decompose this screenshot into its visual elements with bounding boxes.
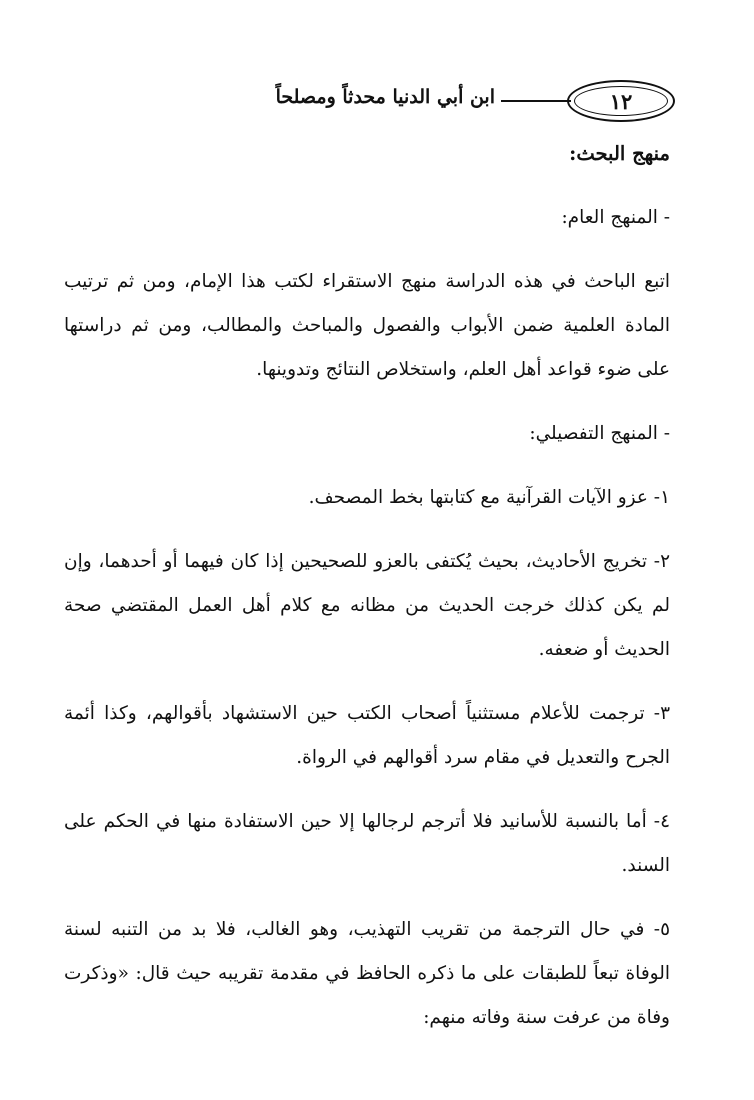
header-rule: [501, 100, 571, 102]
section-heading: منهج البحث:: [569, 142, 670, 165]
page-body: [64, 132, 670, 1060]
general-method-label: - المنهج العام:: [561, 207, 670, 228]
page-number: ١٢: [609, 88, 633, 114]
method-item-3: ٣- ترجمت للأعلام مستثنياً أصحاب الكتب حين الاستشهاد بأقوالهم، وكذا أئمة الجرح والتعديل في مقام سرد أقوالهم في الرواة.: [64, 703, 670, 768]
general-method-paragraph: اتبع الباحث في هذه الدراسة منهج الاستقراء لكتب هذا الإمام، ومن ثم ترتيب المادة العلمية ضمن الأبواب والفصول والمباحث والمطالب، ومن ثم دراستها على ضوء قواعد أهل العلم، واستخلاص النتائج وتدوينها.: [64, 271, 670, 380]
detailed-method-label: - المنهج التفصيلي:: [529, 423, 670, 444]
method-item-5: ٥- في حال الترجمة من تقريب التهذيب، وهو الغالب، فلا بد من التنبه لسنة الوفاة تبعاً للطبقات على ما ذكره الحافظ في مقدمة تقريبه حيث قال: «وذكرت وفاة من عرفت سنة وفاته منهم:: [64, 919, 670, 1028]
method-item-1: ١- عزو الآيات القرآنية مع كتابتها بخط المصحف.: [308, 487, 670, 508]
method-item-4: ٤- أما بالنسبة للأسانيد فلا أترجم لرجالها إلا حين الاستفادة منها في الحكم على السند.: [64, 811, 670, 876]
method-item-2: ٢- تخريج الأحاديث، بحيث يُكتفى بالعزو للصحيحين إذا كان فيهما أو أحدهما، وإن لم يكن كذلك خرجت الحديث من مظانه مع كلام أهل العمل المقتضي صحة الحديث أو ضعفه.: [64, 551, 670, 660]
running-title: ابن أبي الدنيا محدثاً ومصلحاً: [275, 86, 495, 108]
page-header: [60, 80, 675, 122]
page-number-oval: [567, 80, 675, 122]
